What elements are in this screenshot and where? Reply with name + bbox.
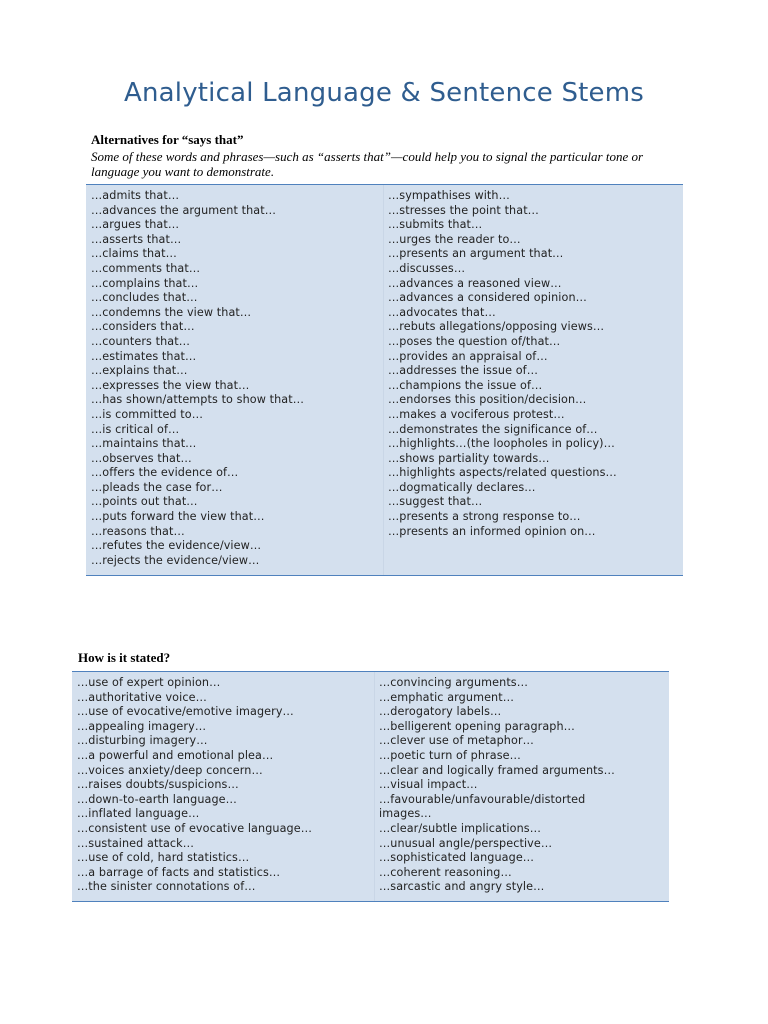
page-title: Analytical Language & Sentence Stems	[123, 78, 645, 108]
list-item: …comments that…	[91, 261, 201, 275]
list-item: …visual impact…	[379, 778, 478, 792]
list-item: …highlights aspects/related questions…	[388, 466, 617, 480]
list-item: …advances a considered opinion…	[388, 291, 587, 305]
list-item: …consistent use of evocative language…	[77, 821, 313, 835]
list-item: …poses the question of/that…	[388, 334, 561, 348]
list-item: …voices anxiety/deep concern…	[77, 763, 263, 777]
list-item: …condemns the view that…	[91, 305, 252, 319]
list-item: …reasons that…	[91, 524, 185, 538]
list-item: …estimates that…	[91, 349, 197, 363]
list-item: …concludes that…	[91, 291, 198, 305]
section-heading-how-stated: How is it stated?	[78, 650, 171, 665]
list-item: …presents an informed opinion on…	[388, 524, 596, 538]
list-item: …suggest that…	[388, 495, 483, 509]
list-item: …expresses the view that…	[91, 378, 250, 392]
list-item: …addresses the issue of…	[388, 364, 538, 378]
list-item: …puts forward the view that…	[91, 510, 265, 524]
list-item: …sympathises with…	[388, 189, 510, 202]
list-item: …convincing arguments…	[379, 676, 529, 689]
list-item: …argues that…	[91, 218, 180, 232]
list-item: …derogatory labels…	[379, 705, 502, 719]
list-item: …endorses this position/decision…	[388, 393, 587, 407]
list-item: …sustained attack…	[77, 836, 195, 850]
list-item: …urges the reader to…	[388, 232, 521, 246]
list-item: …advances a reasoned view…	[388, 276, 562, 290]
list-item: …pleads the case for…	[91, 480, 223, 494]
says-that-table	[86, 184, 683, 576]
says-that-left-column	[86, 185, 384, 575]
list-item: …sophisticated language…	[379, 851, 535, 865]
list-item: …considers that…	[91, 320, 195, 334]
how-stated-left-column	[72, 672, 375, 901]
list-item: …presents a strong response to…	[388, 510, 581, 524]
how-stated-table	[72, 671, 669, 902]
list-item: …counters that…	[91, 334, 191, 348]
list-item: …use of evocative/emotive imagery…	[77, 705, 294, 719]
list-item: …explains that…	[91, 364, 188, 378]
list-item: …raises doubts/suspicions…	[77, 778, 239, 792]
section-heading-says-that: Alternatives for “says that”	[91, 132, 244, 147]
list-item: …unusual angle/perspective…	[379, 836, 553, 850]
list-item: …provides an appraisal of…	[388, 349, 548, 363]
list-item: …complains that…	[91, 276, 199, 290]
list-item: …discusses…	[388, 261, 466, 275]
list-item: …presents an argument that…	[388, 247, 564, 261]
list-item: …claims that…	[91, 247, 177, 261]
list-item: …maintains that…	[91, 437, 197, 451]
list-item: …asserts that…	[91, 232, 182, 246]
list-item: …use of expert opinion…	[77, 676, 221, 689]
list-item: …emphatic argument…	[379, 690, 515, 704]
list-item: …belligerent opening paragraph…	[379, 719, 575, 733]
list-item: …shows partiality towards…	[388, 451, 550, 465]
list-item: …submits that…	[388, 218, 483, 232]
list-item: …a barrage of facts and statistics…	[77, 865, 281, 879]
list-item: …is critical of…	[91, 422, 180, 436]
list-item: …demonstrates the significance of…	[388, 422, 598, 436]
list-item: …champions the issue of…	[388, 378, 543, 392]
list-item: …inflated language…	[77, 807, 200, 821]
list-item: …appealing imagery…	[77, 719, 207, 733]
list-item: …coherent reasoning…	[379, 865, 512, 879]
list-item: …advances the argument that…	[91, 203, 277, 217]
list-item: …is committed to…	[91, 407, 204, 421]
list-item: …refutes the evidence/view…	[91, 539, 262, 553]
list-item: …advocates that…	[388, 305, 496, 319]
list-item: …admits that…	[91, 189, 180, 202]
list-item: …favourable/unfavourable/distorted images…	[379, 792, 586, 821]
list-item: …highlights…(the loopholes in policy)…	[388, 437, 615, 451]
section-intro: Some of these words and phrases—such as “asserts that”—could help you to signal the particular tone or language you want to demonstrate.	[91, 149, 644, 179]
list-item: …offers the evidence of…	[91, 466, 239, 480]
list-item: …poetic turn of phrase…	[379, 748, 521, 762]
list-item: …rejects the evidence/view…	[91, 553, 260, 567]
list-item: …down-to-earth language…	[77, 792, 237, 806]
list-item: …stresses the point that…	[388, 203, 539, 217]
list-item: …has shown/attempts to show that…	[91, 393, 305, 407]
list-item: …dogmatically declares…	[388, 480, 536, 494]
says-that-right-column	[384, 185, 683, 575]
list-item: …a powerful and emotional plea…	[77, 748, 274, 762]
list-item: …makes a vociferous protest…	[388, 407, 565, 421]
list-item: …disturbing imagery…	[77, 734, 208, 748]
list-item: …clear and logically framed arguments…	[379, 763, 615, 777]
list-item: …clear/subtle implications…	[379, 821, 541, 835]
list-item: …the sinister connotations of…	[77, 880, 256, 894]
list-item: …observes that…	[91, 451, 192, 465]
list-item: …authoritative voice…	[77, 690, 207, 704]
list-item: …use of cold, hard statistics…	[77, 851, 250, 865]
list-item: …sarcastic and angry style…	[379, 880, 545, 894]
list-item: …clever use of metaphor…	[379, 734, 534, 748]
list-item: …points out that…	[91, 495, 198, 509]
list-item: …rebuts allegations/opposing views…	[388, 320, 605, 334]
how-stated-right-column	[375, 672, 669, 901]
